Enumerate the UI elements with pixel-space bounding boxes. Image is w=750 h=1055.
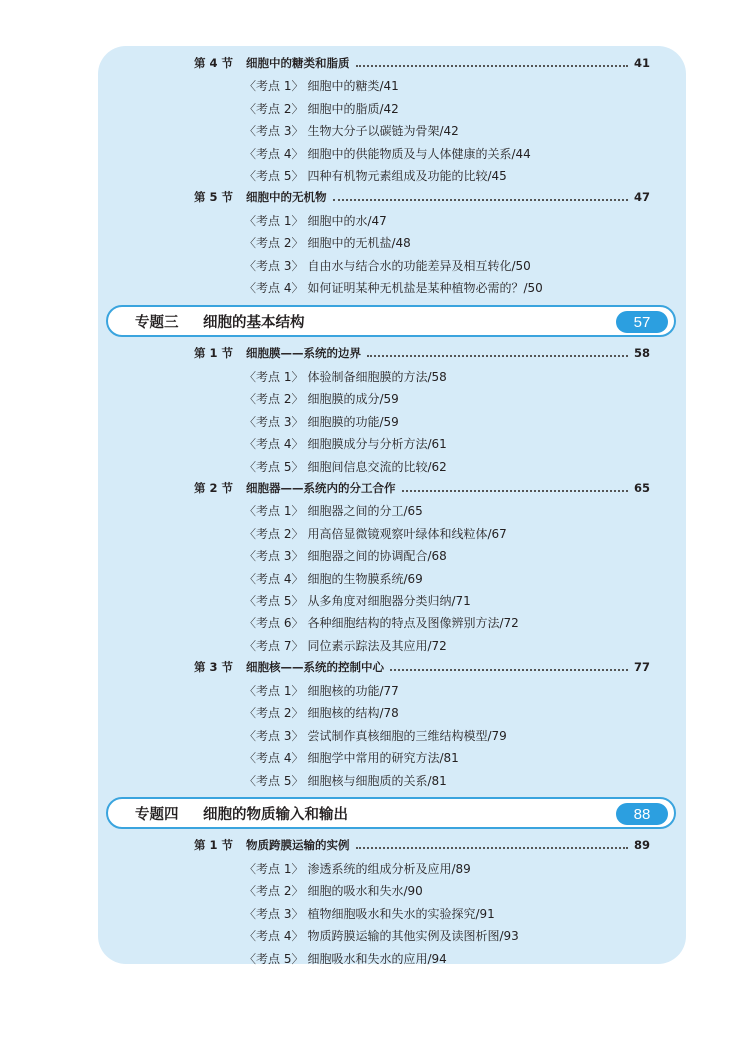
kaodian-label: 〈考点 1〉	[244, 78, 304, 93]
toc-item[interactable]	[244, 523, 507, 543]
kaodian-label: 〈考点 5〉	[244, 951, 304, 966]
toc-item[interactable]	[244, 75, 399, 95]
item-text: 四种有机物元素组成及功能的比较/45	[307, 168, 507, 183]
topic-page-badge: 88	[616, 803, 668, 825]
section-number: 第 4 节	[194, 56, 234, 70]
toc-item[interactable]	[244, 411, 399, 431]
topic-banner[interactable]	[106, 305, 676, 337]
toc-item[interactable]	[244, 388, 399, 408]
section-number: 第 2 节	[194, 481, 234, 495]
kaodian-label: 〈考点 2〉	[244, 526, 304, 541]
item-text: 细胞核的功能/77	[307, 683, 399, 698]
page-number: 47	[633, 190, 650, 204]
page-number: 41	[633, 56, 650, 70]
item-text: 物质跨膜运输的其他实例及读图析图/93	[307, 928, 519, 943]
toc-item[interactable]	[244, 880, 423, 900]
kaodian-label: 〈考点 2〉	[244, 705, 304, 720]
toc-item[interactable]	[244, 635, 447, 655]
toc-item[interactable]	[244, 456, 447, 476]
kaodian-label: 〈考点 7〉	[244, 638, 304, 653]
kaodian-label: 〈考点 1〉	[244, 861, 304, 876]
item-text: 生物大分子以碳链为骨架/42	[307, 123, 459, 138]
kaodian-label: 〈考点 4〉	[244, 928, 304, 943]
toc-item[interactable]	[244, 120, 459, 140]
toc-item[interactable]	[244, 858, 471, 878]
kaodian-label: 〈考点 5〉	[244, 168, 304, 183]
item-text: 细胞中的供能物质及与人体健康的关系/44	[307, 146, 531, 161]
item-text: 细胞中的糖类/41	[307, 78, 399, 93]
topic-title: 细胞的基本结构	[203, 314, 305, 331]
kaodian-label: 〈考点 3〉	[244, 548, 304, 563]
kaodian-label: 〈考点 4〉	[244, 280, 304, 295]
toc-item[interactable]	[244, 433, 447, 453]
kaodian-label: 〈考点 1〉	[244, 683, 304, 698]
section-title: 物质跨膜运输的实例	[246, 838, 350, 852]
item-text: 细胞中的无机盐/48	[307, 235, 411, 250]
item-text: 自由水与结合水的功能差异及相互转化/50	[307, 258, 531, 273]
topic-banner[interactable]	[106, 797, 676, 829]
item-text: 如何证明某种无机盐是某种植物必需的？/50	[307, 280, 543, 295]
kaodian-label: 〈考点 5〉	[244, 593, 304, 608]
section-title: 细胞中的无机物	[246, 190, 327, 204]
page-number: 58	[633, 346, 650, 360]
kaodian-label: 〈考点 2〉	[244, 883, 304, 898]
item-text: 细胞中的水/47	[307, 213, 387, 228]
item-text: 细胞的吸水和失水/90	[307, 883, 423, 898]
topic-title: 细胞的物质输入和输出	[203, 806, 348, 823]
toc-item[interactable]	[244, 948, 447, 968]
section-number: 第 3 节	[194, 660, 234, 674]
item-text: 各种细胞结构的特点及图像辨别方法/72	[307, 615, 519, 630]
section-heading[interactable]	[194, 343, 650, 363]
toc-item[interactable]	[244, 545, 447, 565]
kaodian-label: 〈考点 1〉	[244, 369, 304, 384]
kaodian-label: 〈考点 4〉	[244, 146, 304, 161]
kaodian-label: 〈考点 5〉	[244, 773, 304, 788]
kaodian-label: 〈考点 1〉	[244, 503, 304, 518]
item-text: 细胞的生物膜系统/69	[307, 571, 423, 586]
item-text: 细胞膜的成分/59	[307, 391, 399, 406]
dot-leader	[367, 355, 628, 357]
section-number: 第 5 节	[194, 190, 234, 204]
topic-label: 专题四	[135, 806, 179, 823]
kaodian-label: 〈考点 3〉	[244, 728, 304, 743]
kaodian-label: 〈考点 5〉	[244, 459, 304, 474]
kaodian-label: 〈考点 3〉	[244, 123, 304, 138]
toc-item[interactable]	[244, 612, 519, 632]
toc-item[interactable]	[244, 590, 471, 610]
toc-item[interactable]	[244, 98, 399, 118]
item-text: 细胞学中常用的研究方法/81	[307, 750, 459, 765]
section-heading[interactable]	[194, 478, 650, 498]
item-text: 尝试制作真核细胞的三维结构模型/79	[307, 728, 507, 743]
item-text: 渗透系统的组成分析及应用/89	[307, 861, 471, 876]
kaodian-label: 〈考点 4〉	[244, 571, 304, 586]
toc-item[interactable]	[244, 725, 507, 745]
kaodian-label: 〈考点 6〉	[244, 615, 304, 630]
section-title: 细胞核——系统的控制中心	[246, 660, 384, 674]
kaodian-label: 〈考点 2〉	[244, 235, 304, 250]
toc-item[interactable]	[244, 255, 531, 275]
toc-item[interactable]	[244, 747, 459, 767]
item-text: 同位素示踪法及其应用/72	[307, 638, 447, 653]
dot-leader	[356, 847, 628, 849]
section-title: 细胞器——系统内的分工合作	[246, 481, 396, 495]
section-number: 第 1 节	[194, 838, 234, 852]
dot-leader	[390, 669, 628, 671]
kaodian-label: 〈考点 1〉	[244, 213, 304, 228]
item-text: 细胞膜的功能/59	[307, 414, 399, 429]
section-title: 细胞中的糖类和脂质	[246, 56, 350, 70]
item-text: 细胞核的结构/78	[307, 705, 399, 720]
item-text: 细胞核与细胞质的关系/81	[307, 773, 447, 788]
toc-item[interactable]	[244, 277, 543, 297]
toc-item[interactable]	[244, 210, 387, 230]
toc-item[interactable]	[244, 568, 423, 588]
section-heading[interactable]	[194, 657, 650, 677]
item-text: 体验制备细胞膜的方法/58	[307, 369, 447, 384]
item-text: 细胞吸水和失水的应用/94	[307, 951, 447, 966]
item-text: 细胞间信息交流的比较/62	[307, 459, 447, 474]
kaodian-label: 〈考点 2〉	[244, 391, 304, 406]
item-text: 细胞中的脂质/42	[307, 101, 399, 116]
toc-item[interactable]	[244, 903, 495, 923]
toc-item[interactable]	[244, 366, 447, 386]
section-heading[interactable]	[194, 187, 650, 207]
kaodian-label: 〈考点 4〉	[244, 750, 304, 765]
dot-leader	[356, 65, 628, 67]
item-text: 细胞器之间的分工/65	[307, 503, 423, 518]
toc-item[interactable]	[244, 165, 507, 185]
item-text: 从多角度对细胞器分类归纳/71	[307, 593, 471, 608]
toc-item[interactable]	[244, 232, 411, 252]
item-text: 用高倍显微镜观察叶绿体和线粒体/67	[307, 526, 507, 541]
toc-item[interactable]	[244, 770, 447, 790]
toc-item[interactable]	[244, 925, 519, 945]
toc-item[interactable]	[244, 500, 423, 520]
kaodian-label: 〈考点 2〉	[244, 101, 304, 116]
toc-item[interactable]	[244, 680, 399, 700]
section-heading[interactable]	[194, 835, 650, 855]
topic-label: 专题三	[135, 314, 179, 331]
section-number: 第 1 节	[194, 346, 234, 360]
page-number: 77	[633, 660, 650, 674]
kaodian-label: 〈考点 4〉	[244, 436, 304, 451]
toc-item[interactable]	[244, 143, 531, 163]
section-heading[interactable]	[194, 53, 650, 73]
page-number: 89	[633, 838, 650, 852]
kaodian-label: 〈考点 3〉	[244, 258, 304, 273]
dot-leader	[333, 199, 628, 201]
kaodian-label: 〈考点 3〉	[244, 414, 304, 429]
toc-item[interactable]	[244, 702, 399, 722]
item-text: 细胞膜成分与分析方法/61	[307, 436, 447, 451]
page-number: 65	[633, 481, 650, 495]
item-text: 细胞器之间的协调配合/68	[307, 548, 447, 563]
item-text: 植物细胞吸水和失水的实验探究/91	[307, 906, 495, 921]
dot-leader	[402, 490, 628, 492]
section-title: 细胞膜——系统的边界	[246, 346, 361, 360]
kaodian-label: 〈考点 3〉	[244, 906, 304, 921]
topic-page-badge: 57	[616, 311, 668, 333]
